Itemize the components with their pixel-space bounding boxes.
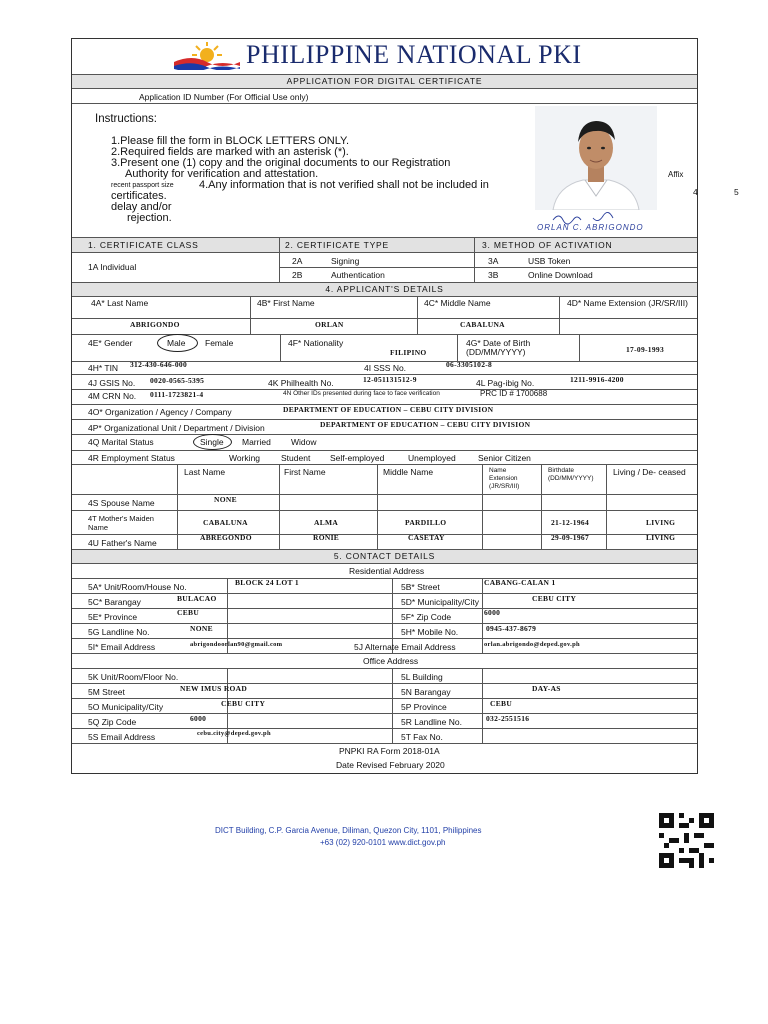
label-off-unit: 5K Unit/Room/Floor No.	[88, 672, 179, 682]
label-nationality: 4F* Nationality	[288, 338, 344, 348]
father-status-value[interactable]: LIVING	[646, 533, 676, 542]
res-province-value[interactable]: CEBU	[177, 608, 200, 617]
first-name-value[interactable]: ORLAN	[315, 320, 344, 329]
father-birth-value[interactable]: 29-09-1967	[551, 533, 589, 542]
col-last-name: Last Name	[184, 467, 226, 477]
label-other-ids: 4N Other IDs presented during face to face verification	[283, 390, 440, 397]
label-gsis: 4J GSIS No.	[88, 378, 136, 388]
off-province-value[interactable]: CEBU	[490, 699, 513, 708]
cert-type-signing[interactable]: Signing	[331, 256, 360, 266]
res-street-value[interactable]: CABANG-CALAN 1	[484, 578, 556, 587]
father-last-value[interactable]: ABREGONDO	[200, 533, 252, 542]
sss-value[interactable]: 06-3305102-8	[446, 360, 493, 369]
label-gender: 4E* Gender	[88, 338, 133, 348]
off-landline-value[interactable]: 032-2551516	[486, 714, 530, 723]
label-last-name: 4A* Last Name	[91, 298, 149, 308]
label-mother: 4T Mother's Maiden Name	[88, 514, 154, 532]
mother-last-value[interactable]: CABALUNA	[203, 518, 248, 527]
section-activation: 3. METHOD OF ACTIVATION	[482, 240, 613, 250]
col-birthdate: Birthdate (DD/MM/YYYY)	[548, 467, 594, 482]
mother-birth-value[interactable]: 21-12-1964	[551, 518, 589, 527]
instruction-4b: certificates.	[111, 190, 167, 202]
label-email: 5I* Email Address	[88, 642, 156, 652]
instruction-3b: Authority for verification and attestation.	[125, 168, 319, 180]
father-middle-value[interactable]: CASETAY	[408, 533, 445, 542]
gender-female[interactable]: Female	[205, 338, 234, 348]
label-res-street: 5B* Street	[401, 582, 440, 592]
organization-value[interactable]: DEPARTMENT OF EDUCATION – CEBU CITY DIVISION	[283, 405, 494, 414]
label-dob: 4G* Date of Birth	[466, 338, 531, 348]
spouse-value[interactable]: NONE	[214, 495, 237, 504]
father-first-value[interactable]: RONIE	[313, 533, 340, 542]
col-first-name: First Name	[284, 467, 326, 477]
email-value[interactable]: abrigondoorlan90@gmail.com	[190, 641, 283, 648]
form-number: PNPKI RA Form 2018-01A	[339, 746, 440, 756]
label-father: 4U Father's Name	[88, 538, 157, 548]
res-zip-value[interactable]: 6000	[484, 608, 501, 617]
mother-status-value[interactable]: LIVING	[646, 518, 676, 527]
mobile-value[interactable]: 0945-437-8679	[486, 624, 537, 633]
app-id-label: Application ID Number (For Official Use only)	[139, 92, 309, 102]
org-unit-value[interactable]: DEPARTMENT OF EDUCATION – CEBU CITY DIVISION	[320, 420, 531, 429]
signature	[533, 210, 661, 236]
form-title: APPLICATION FOR DIGITAL CERTIFICATE	[72, 75, 697, 88]
res-municipality-value[interactable]: CEBU CITY	[532, 594, 577, 603]
label-organization: 4O* Organization / Agency / Company	[88, 407, 232, 417]
marital-single[interactable]: Single	[200, 437, 224, 447]
instruction-4-prefix: recent passport size	[111, 182, 174, 189]
cert-type-2b-code: 2B	[292, 270, 303, 280]
affix-label: Affix	[668, 170, 684, 179]
instruction-4: 4.Any information that is not verified shall not be included in	[199, 179, 489, 191]
mother-first-value[interactable]: ALMA	[314, 518, 339, 527]
label-off-zip: 5Q Zip Code	[88, 717, 137, 727]
cert-type-2a-code: 2A	[292, 256, 303, 266]
label-sss: 4I SSS No.	[364, 363, 407, 373]
label-philhealth: 4K Philhealth No.	[268, 378, 334, 388]
cert-class-individual[interactable]: 1A Individual	[88, 262, 137, 272]
activation-usb-token[interactable]: USB Token	[528, 256, 571, 266]
label-off-barangay: 5N Barangay	[401, 687, 451, 697]
label-tin: 4H* TIN	[88, 363, 119, 373]
activation-online-download[interactable]: Online Download	[528, 270, 593, 280]
section-contact: 5. CONTACT DETAILS	[72, 550, 697, 563]
activation-3a-code: 3A	[488, 256, 499, 266]
crn-value[interactable]: 0111-1723821-4	[150, 390, 204, 399]
label-middle-name: 4C* Middle Name	[424, 298, 491, 308]
label-employment-status: 4R Employment Status	[88, 453, 175, 463]
residential-heading: Residential Address	[349, 566, 425, 576]
label-res-province: 5E* Province	[88, 612, 138, 622]
label-pagibig: 4L Pag-ibig No.	[476, 378, 535, 388]
col-middle-name: Middle Name	[383, 467, 434, 477]
emp-senior-citizen[interactable]: Senior Citizen	[478, 453, 531, 463]
section-cert-type: 2. CERTIFICATE TYPE	[285, 240, 389, 250]
signature-text: ORLAN C. ABRIGONDO	[537, 223, 644, 232]
nationality-value[interactable]: FILIPINO	[390, 348, 427, 357]
off-zip-value[interactable]: 6000	[190, 714, 207, 723]
dob-value[interactable]: 17-09-1993	[626, 345, 664, 354]
landline-value[interactable]: NONE	[190, 624, 213, 633]
instruction-4c: delay and/or	[111, 201, 172, 213]
label-off-fax: 5T Fax No.	[401, 732, 443, 742]
emp-student[interactable]: Student	[281, 453, 311, 463]
alt-email-value[interactable]: orlan.abrigondo@deped.gov.ph	[484, 641, 580, 648]
label-off-street: 5M Street	[88, 687, 125, 697]
qr-code[interactable]	[659, 813, 714, 868]
section-cert-class: 1. CERTIFICATE CLASS	[88, 240, 199, 250]
label-name-extension: 4D* Name Extension (JR/SR/III)	[567, 298, 688, 308]
label-landline: 5G Landline No.	[88, 627, 150, 637]
res-barangay-value[interactable]: BULACAO	[177, 594, 217, 603]
office-heading: Office Address	[363, 656, 419, 666]
instruction-4d: rejection.	[127, 212, 172, 224]
label-off-landline: 5R Landline No.	[401, 717, 462, 727]
off-email-value[interactable]: cebu.city@deped.gov.ph	[197, 730, 271, 737]
emp-self-employed[interactable]: Self-employed	[330, 453, 385, 463]
affix-number-4: 4	[693, 187, 698, 197]
label-crn: 4M CRN No.	[88, 391, 137, 401]
label-off-province: 5P Province	[401, 702, 447, 712]
gsis-value[interactable]: 0020-0565-5395	[150, 376, 205, 385]
emp-unemployed[interactable]: Unemployed	[408, 453, 456, 463]
label-res-zip: 5F* Zip Code	[401, 612, 452, 622]
label-mobile: 5H* Mobile No.	[401, 627, 459, 637]
tin-value[interactable]: 312-430-646-000	[130, 360, 187, 369]
footer-contact: +63 (02) 920-0101 www.dict.gov.ph	[320, 838, 446, 847]
middle-name-value[interactable]: CABALUNA	[460, 320, 505, 329]
label-off-municipality: 5O Municipality/City	[88, 702, 164, 712]
label-res-barangay: 5C* Barangay	[88, 597, 141, 607]
label-alt-email: 5J Alternate Email Address	[354, 642, 456, 652]
label-off-building: 5L Building	[401, 672, 443, 682]
cert-type-authentication[interactable]: Authentication	[331, 270, 385, 280]
instruction-1: 1.Please fill the form in BLOCK LETTERS ONLY.	[111, 135, 350, 147]
emp-working[interactable]: Working	[229, 453, 261, 463]
footer-address: DICT Building, C.P. Garcia Avenue, Diliman, Quezon City, 1101, Philippines	[215, 826, 482, 835]
off-municipality-value[interactable]: CEBU CITY	[221, 699, 266, 708]
marital-married[interactable]: Married	[242, 437, 271, 447]
label-res-unit: 5A* Unit/Room/House No.	[88, 582, 187, 592]
col-living: Living / De- ceased	[613, 467, 686, 477]
date-revised: Date Revised February 2020	[336, 760, 445, 770]
label-spouse: 4S Spouse Name	[88, 498, 155, 508]
instruction-2: 2.Required fields are marked with an asterisk (*).	[111, 146, 349, 158]
marital-widow[interactable]: Widow	[291, 437, 317, 447]
col-name-extension: Name Extension (JR/SR/III)	[489, 467, 520, 490]
philhealth-value[interactable]: 12-051131512-9	[363, 375, 417, 384]
instructions-heading: Instructions:	[95, 113, 157, 125]
activation-3b-code: 3B	[488, 270, 499, 280]
other-id-value[interactable]: PRC ID # 1700688	[480, 389, 548, 398]
last-name-value[interactable]: ABRIGONDO	[130, 320, 180, 329]
label-res-municipality: 5D* Municipality/City	[401, 597, 479, 607]
res-unit-value[interactable]: BLOCK 24 LOT 1	[235, 578, 299, 587]
affix-number-5: 5	[734, 187, 739, 197]
page-title: PHILIPPINE NATIONAL PKI	[246, 40, 582, 69]
gender-male[interactable]: Male	[167, 338, 186, 348]
off-barangay-value[interactable]: DAY-AS	[532, 684, 561, 693]
section-applicant: 4. APPLICANT'S DETAILS	[72, 283, 697, 296]
label-dob-format: (DD/MM/YYYY)	[466, 347, 526, 357]
off-street-value[interactable]: NEW IMUS ROAD	[180, 684, 248, 693]
instruction-3: 3.Present one (1) copy and the original documents to our Registration	[111, 157, 451, 169]
label-off-email: 5S Email Address	[88, 732, 156, 742]
label-marital-status: 4Q Marital Status	[88, 437, 154, 447]
label-first-name: 4B* First Name	[257, 298, 315, 308]
mother-middle-value[interactable]: PARDILLO	[405, 518, 447, 527]
applicant-photo	[535, 106, 657, 210]
pagibig-value[interactable]: 1211-9916-4200	[570, 375, 624, 384]
label-org-unit: 4P* Organizational Unit / Department / Division	[88, 423, 265, 433]
